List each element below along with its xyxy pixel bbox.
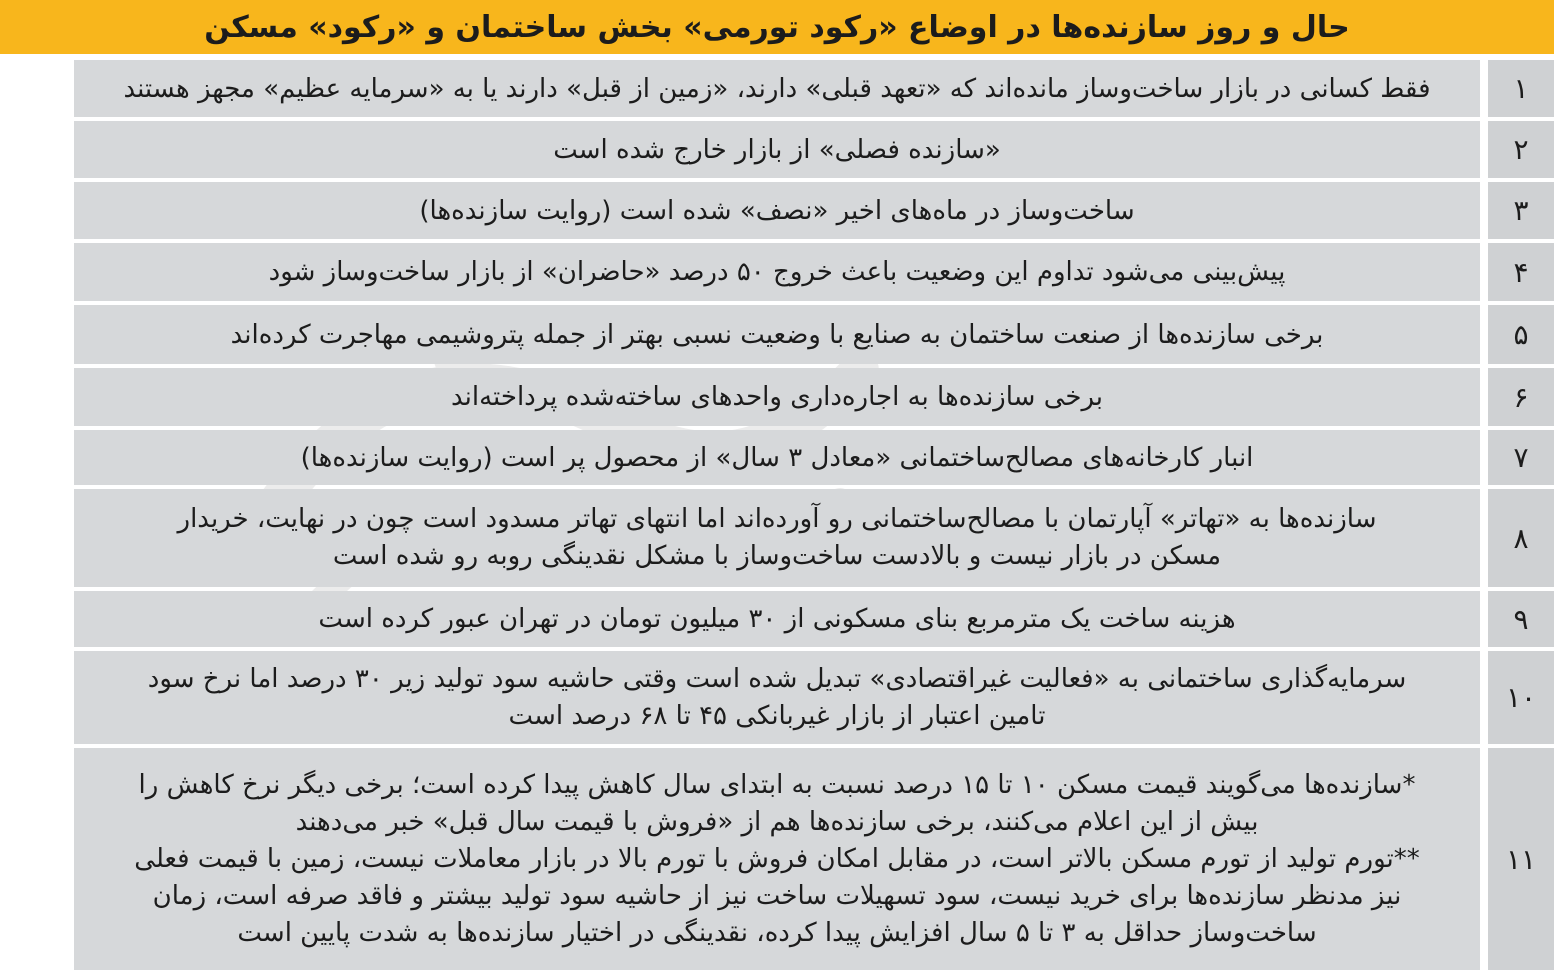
row-text-line: «سازنده فصلی» از بازار خارج شده است bbox=[553, 134, 1001, 165]
row-number: ۲ bbox=[1488, 121, 1554, 178]
row-text bbox=[74, 243, 1480, 301]
row-text bbox=[74, 368, 1480, 426]
row-text-line: فقط کسانی در بازار ساخت‌وساز مانده‌اند که «تعهد قبلی» دارند، «زمین از قبل» دارند یا به «سرمایه عظیم» مجهز هستند bbox=[123, 73, 1431, 104]
row-text bbox=[74, 60, 1480, 117]
title-bar bbox=[0, 0, 1554, 57]
table-row bbox=[0, 121, 1554, 178]
row-text-line: تامین اعتبار از بازار غیربانکی ۴۵ تا ۶۸ درصد است bbox=[508, 700, 1046, 731]
row-number: ۱۱ bbox=[1488, 748, 1554, 970]
table-row bbox=[0, 430, 1554, 485]
table-row bbox=[0, 748, 1554, 970]
row-text bbox=[74, 182, 1480, 239]
row-number: ۸ bbox=[1488, 489, 1554, 587]
row-text-line: سازنده‌ها به «تهاتر» آپارتمان با مصالح‌ساختمانی رو آورده‌اند اما انتهای تهاتر مسدود است چون در نهایت، خریدار bbox=[177, 504, 1377, 534]
page-title: حال و روز سازنده‌ها در اوضاع «رکود تورمی» بخش ساختمان و «رکود» مسکن bbox=[204, 9, 1350, 45]
row-number: ۹ bbox=[1488, 591, 1554, 647]
table-row bbox=[0, 368, 1554, 426]
row-text-line: هزینه ساخت یک مترمربع بنای مسکونی از ۳۰ میلیون تومان در تهران عبور کرده است bbox=[318, 604, 1236, 634]
table-row bbox=[0, 591, 1554, 647]
row-text bbox=[74, 591, 1480, 647]
row-text bbox=[74, 651, 1480, 744]
row-number: ۳ bbox=[1488, 182, 1554, 239]
table-row bbox=[0, 60, 1554, 117]
row-text-line: بیش از این اعلام می‌کنند، برخی سازنده‌ها هم از «فروش با قیمت سال قبل» خبر می‌دهند bbox=[295, 806, 1259, 837]
table-row bbox=[0, 489, 1554, 587]
row-number: ۶ bbox=[1488, 368, 1554, 426]
row-text-line: مسکن در بازار نیست و بالادست ساخت‌وساز با مشکل نقدینگی روبه رو شده است bbox=[332, 541, 1222, 571]
table-row bbox=[0, 651, 1554, 744]
row-number: ۴ bbox=[1488, 243, 1554, 301]
row-text bbox=[74, 748, 1480, 970]
row-text bbox=[74, 121, 1480, 178]
row-text-line: سرمایه‌گذاری ساختمانی به «فعالیت غیراقتصادی» تبدیل شده است وقتی حاشیه سود تولید زیر ۳۰ درصد اما نرخ سود bbox=[147, 663, 1407, 694]
row-text bbox=[74, 305, 1480, 364]
row-text-line: برخی سازنده‌ها از صنعت ساختمان به صنایع با وضعیت نسبی بهتر از جمله پتروشیمی مهاجرت کرده‌اند bbox=[230, 319, 1324, 350]
row-number: ۵ bbox=[1488, 305, 1554, 364]
row-number: ۱ bbox=[1488, 60, 1554, 117]
row-text-line: ساخت‌وساز حداقل به ۳ تا ۵ سال افزایش پیدا کرده، نقدینگی در اختیار سازنده‌ها به شدت پایین است bbox=[237, 917, 1317, 948]
row-text-line: انبار کارخانه‌های مصالح‌ساختمانی «معادل ۳ سال» از محصول پر است (روایت سازنده‌ها) bbox=[300, 442, 1254, 473]
row-text-line: پیش‌بینی می‌شود تداوم این وضعیت باعث خروج ۵۰ درصد «حاضران» از بازار ساخت‌وساز شود bbox=[268, 257, 1286, 287]
row-text-line: برخی سازنده‌ها به اجاره‌داری واحدهای ساخته‌شده پرداخته‌اند bbox=[450, 382, 1104, 412]
row-text-line: ساخت‌وساز در ماه‌های اخیر «نصف» شده است (روایت سازنده‌ها) bbox=[419, 195, 1135, 226]
table-row bbox=[0, 305, 1554, 364]
row-text-line: نیز مدنظر سازنده‌ها برای خرید نیست، سود تسهیلات ساخت نیز از حاشیه سود تولید بیشتر و فاقد صرفه است، زمان bbox=[152, 880, 1402, 911]
row-number: ۱۰ bbox=[1488, 651, 1554, 744]
row-text bbox=[74, 489, 1480, 587]
row-text bbox=[74, 430, 1480, 485]
row-number: ۷ bbox=[1488, 430, 1554, 485]
table-row bbox=[0, 243, 1554, 301]
row-text-line: *سازنده‌ها می‌گویند قیمت مسکن ۱۰ تا ۱۵ درصد نسبت به ابتدای سال کاهش پیدا کرده است؛ برخی دیگر نرخ کاهش را bbox=[138, 769, 1416, 800]
table-row bbox=[0, 182, 1554, 239]
row-text-line: **تورم تولید از تورم مسکن بالاتر است، در مقابل امکان فروش با تورم بالا در بازار معاملات نیست، زمین با قیمت فعلی bbox=[134, 843, 1420, 874]
